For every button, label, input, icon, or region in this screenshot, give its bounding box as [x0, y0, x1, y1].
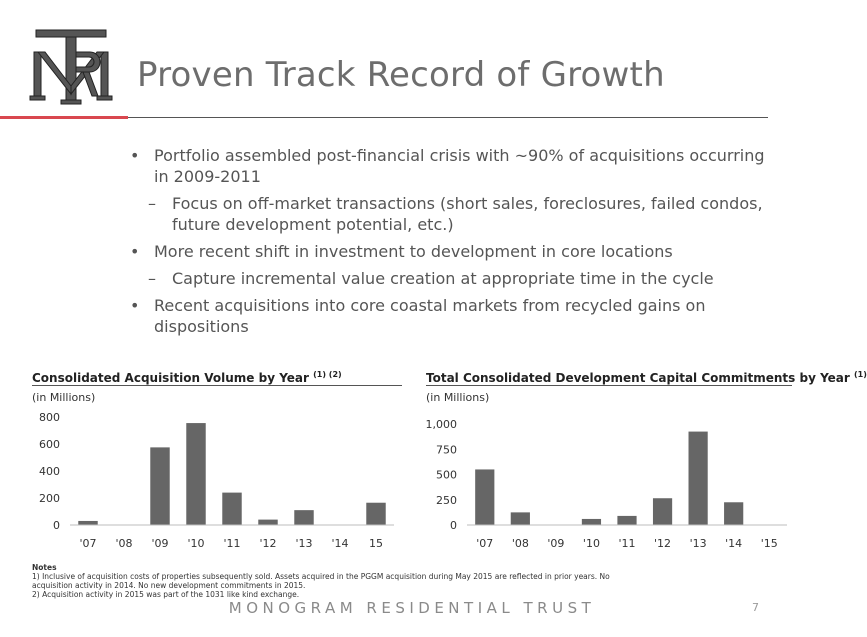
chart-1-title-rule: [32, 385, 402, 386]
chart-1-xtick-label: '08: [115, 537, 133, 550]
chart-1-ytick-label: 800: [39, 411, 60, 424]
chart-1-ytick-label: 200: [39, 492, 60, 505]
chart-2-title-footnote: (1): [854, 370, 867, 379]
sub-bullet-item: – Capture incremental value creation at appropriate time in the cycle: [128, 268, 768, 289]
monogram-logo-icon: [28, 22, 114, 108]
bullet-list: [128, 145, 768, 343]
chart-1-xtick-label: '09: [151, 537, 169, 550]
chart-2-ytick-label: 0: [450, 519, 457, 532]
chart-2-ytick-label: 1,000: [425, 418, 457, 431]
bullet-item: • More recent shift in investment to development in core locations: [128, 241, 768, 262]
chart-1-bar: [222, 493, 241, 525]
chart-1-xtick-label: '13: [295, 537, 313, 550]
chart-2-xtick-label: '13: [689, 537, 707, 550]
chart-1-bar: [294, 510, 313, 525]
chart-1-bar: [186, 423, 205, 525]
chart-2-bar: [617, 516, 636, 525]
chart-2-xtick-label: '15: [760, 537, 778, 550]
chart-2-title-text: Total Consolidated Development Capital Commitments by Year: [426, 371, 850, 385]
chart-1-title-footnote: (1) (2): [313, 370, 342, 379]
chart-2-bar: [689, 432, 708, 525]
title-divider-rule: [128, 117, 768, 118]
chart-1-ytick-label: 400: [39, 465, 60, 478]
chart-2-xtick-label: '12: [654, 537, 672, 550]
chart-2-ytick-label: 250: [436, 493, 457, 507]
chart-1-bar: [78, 521, 97, 525]
chart-2-bar: [511, 512, 530, 525]
chart-1-bar: [150, 447, 169, 525]
chart-1-bar: [366, 503, 385, 525]
footer-brand: MONOGRAM RESIDENTIAL TRUST: [228, 599, 596, 617]
chart-2-plot: [426, 404, 792, 554]
chart-2-ytick-label: 750: [436, 443, 457, 457]
chart-1-bar: [258, 520, 277, 525]
page-number: 7: [752, 601, 759, 614]
chart-1-ytick-label: 0: [53, 519, 60, 532]
chart-2-ytick-label: 500: [436, 468, 457, 482]
bullet-item: • Recent acquisitions into core coastal markets from recycled gains on dispositions: [128, 295, 768, 337]
note-item: 1) Inclusive of acquisition costs of properties subsequently sold. Assets acquired in the PGGM acquisition during May 2015 are reflected in prior years. No acquisition activity in 2014. No new development commitments in 2015.: [32, 572, 610, 590]
chart-1-title: [32, 370, 342, 385]
chart-1-unit-label: (in Millions): [32, 391, 96, 404]
notes-heading: Notes: [32, 563, 57, 572]
chart-1-ytick-label: 600: [39, 438, 60, 451]
chart-2-bar: [475, 469, 494, 525]
chart-2-xtick-label: '08: [511, 537, 529, 550]
chart-2-title: [426, 370, 867, 385]
chart-1-xtick-label: '07: [79, 537, 97, 550]
page-title: Proven Track Record of Growth: [137, 55, 665, 95]
footnotes: [32, 563, 652, 599]
chart-1-xtick-label: '10: [187, 537, 205, 550]
chart-2-xtick-label: '09: [547, 537, 565, 550]
chart-2-xtick-label: '11: [618, 537, 636, 550]
chart-2-unit-label: (in Millions): [426, 391, 490, 404]
title-accent-rule: [0, 116, 128, 119]
chart-1-title-text: Consolidated Acquisition Volume by Year: [32, 371, 309, 385]
chart-2-bar: [653, 498, 672, 525]
bullet-item: • Portfolio assembled post-financial crisis with ~90% of acquisitions occurring in 2009-2011: [128, 145, 768, 187]
chart-1-xtick-label: '11: [223, 537, 241, 550]
chart-2-xtick-label: '14: [725, 537, 743, 550]
chart-1-plot: [32, 404, 402, 554]
chart-2-xtick-label: '07: [476, 537, 494, 550]
chart-1-xtick-label: '12: [259, 537, 277, 550]
sub-bullet-item: – Focus on off-market transactions (short sales, foreclosures, failed condos, future development potential, etc.): [128, 193, 768, 235]
chart-1-xtick-label: '14: [331, 537, 349, 550]
chart-2-title-rule: [426, 385, 792, 386]
chart-1-xtick-label: 15: [369, 537, 383, 550]
chart-2-bar: [724, 502, 743, 525]
chart-2-xtick-label: '10: [582, 537, 600, 550]
chart-2-bar: [582, 519, 601, 525]
note-item: 2) Acquisition activity in 2015 was part of the 1031 like kind exchange.: [32, 590, 300, 599]
